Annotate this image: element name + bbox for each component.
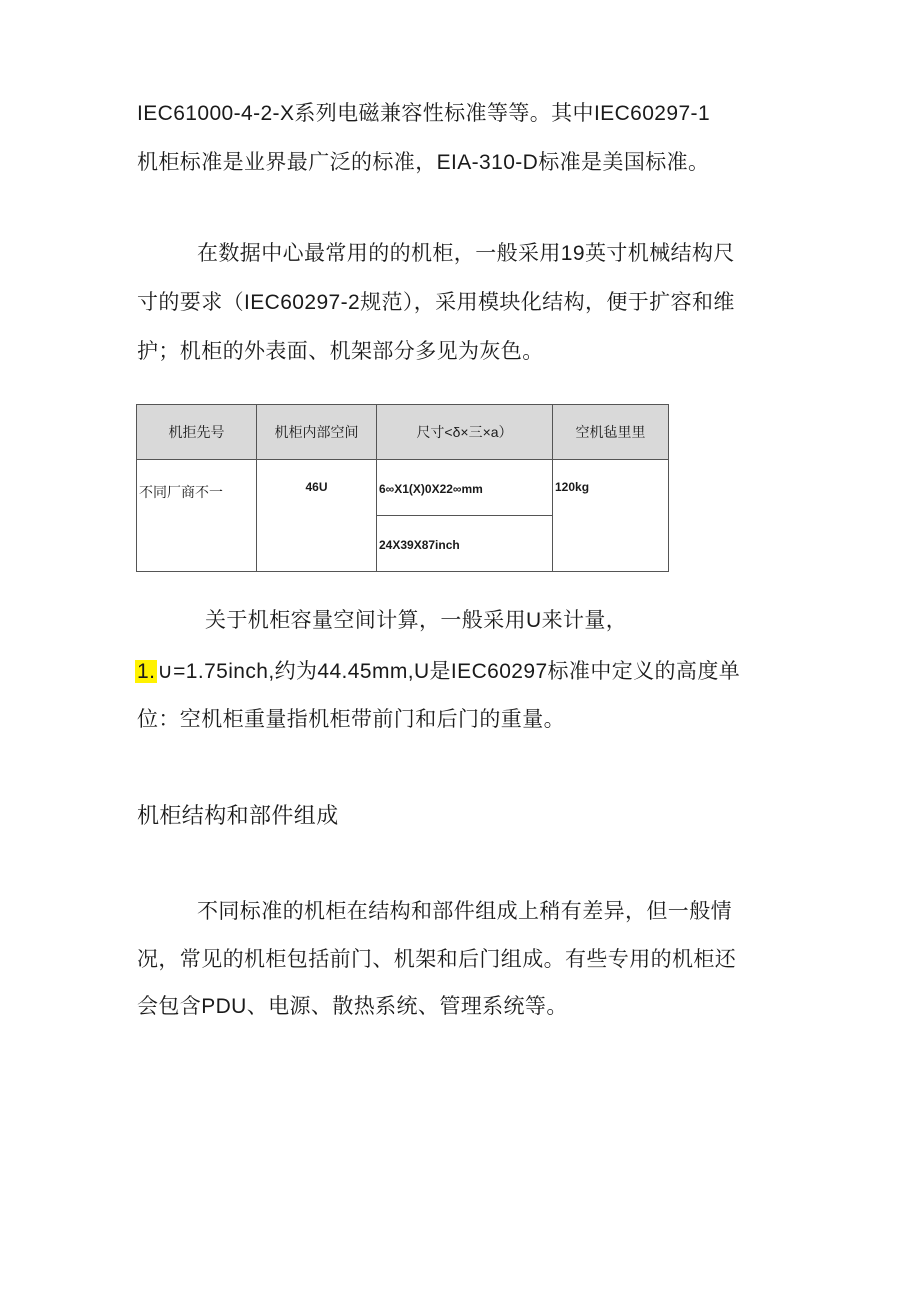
cell-size-inch xyxy=(377,516,553,572)
cell-size-mm-text: 6∞X1(X)0X22∞mm xyxy=(379,482,483,496)
cabinet-spec-table xyxy=(136,404,669,572)
paragraph-3-line-2-text: ∪=1.75inch,约为44.45mm,U是IEC60297标准中定义的高度单 xyxy=(157,660,741,683)
highlighted-list-marker: 1. xyxy=(137,660,156,683)
paragraph-3-line-3: 位：空机柜重量指机柜带前门和后门的重量。 xyxy=(137,708,565,731)
paragraph-3-line-1: 关于机柜容量空间计算，一般采用U来计量， xyxy=(205,609,628,632)
header-size: 尺寸<δ×三×a） xyxy=(377,405,553,460)
table-header-row xyxy=(137,405,669,460)
paragraph-4-line-2: 况，常见的机柜包括前门、机架和后门组成。有些专用的机柜还 xyxy=(137,948,737,971)
header-model: 机拒先号 xyxy=(137,405,257,460)
paragraph-1-line-1: IEC61000-4-2-X系列电磁兼容性标准等等。其中IEC60297-1 xyxy=(137,102,711,125)
paragraph-2-line-2: 寸的要求（IEC60297-2规范），采用模块化结构，便于扩容和维 xyxy=(137,291,735,314)
cell-weight xyxy=(553,460,669,572)
table-row xyxy=(137,460,669,516)
cell-size-mm xyxy=(377,460,553,516)
paragraph-4-line-3: 会包含PDU、电源、散热系统、管理系统等。 xyxy=(137,995,568,1018)
cell-weight-text: 120kg xyxy=(555,480,590,494)
cell-space xyxy=(257,460,377,572)
paragraph-3-line-2 xyxy=(135,658,740,686)
header-internal-space: 机柜内部空间 xyxy=(257,405,377,460)
section-heading: 机柜结构和部件组成 xyxy=(137,803,339,828)
cell-model-text: 不同厂商不一 xyxy=(139,484,223,500)
cell-size-inch-text: 24X39X87inch xyxy=(379,538,460,552)
cell-space-text: 46U xyxy=(305,480,328,494)
paragraph-4-line-1: 不同标准的机柜在结构和部件组成上稍有差异，但一般情 xyxy=(197,900,732,923)
cell-model xyxy=(137,460,257,572)
paragraph-1-line-2: 机柜标准是业界最广泛的标准，EIA-310-D标准是美国标准。 xyxy=(137,151,710,174)
paragraph-2-line-3: 护；机柜的外表面、机架部分多见为灰色。 xyxy=(137,340,544,363)
header-empty-weight: 空机毡里里 xyxy=(553,405,669,460)
paragraph-2-line-1: 在数据中心最常用的的机柜，一般采用19英寸机械结构尺 xyxy=(197,242,735,265)
